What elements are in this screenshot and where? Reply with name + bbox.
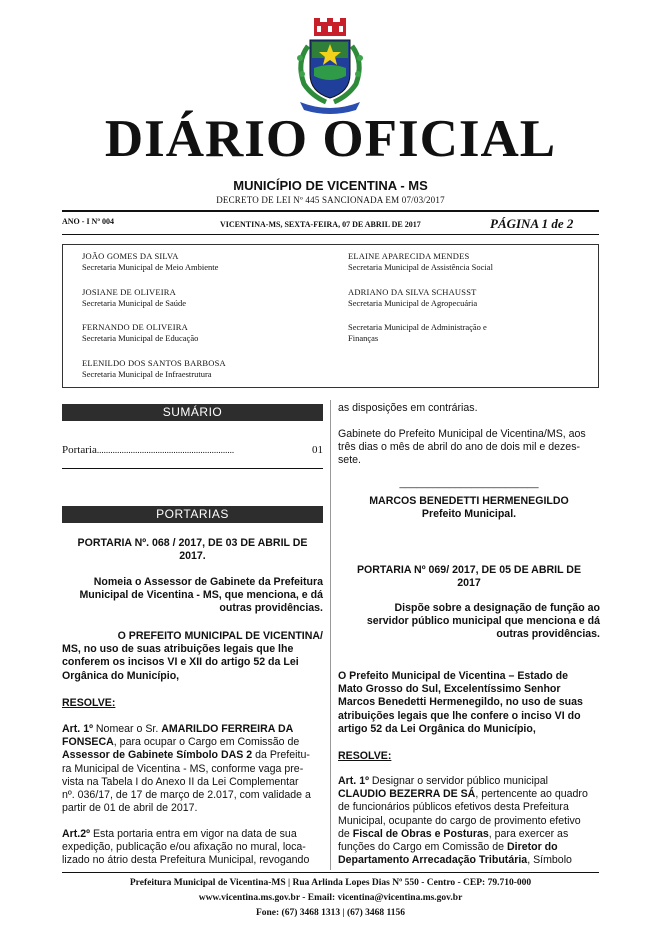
portaria-068 [62,537,323,563]
official-entry: JOSIANE DE OLIVEIRA Secretaria Municipal de Saúde [82,287,187,308]
portaria-068-ementa: Nomeia o Assessor de Gabinete da Prefeitura Municipal de Vicentina - MS, que menciona, e dá outras providências. [79,576,323,615]
signature-line: _________________________ [399,478,539,489]
top-rule [62,210,599,212]
info-rule [62,234,599,235]
founding-decree: DECRETO DE LEI Nº 445 SANCIONADA EM 07/03/2017 [216,195,445,205]
portaria-069-preamble: O Prefeito Municipal de Vicentina – Estado de Mato Grosso do Sul, Excelentíssimo Senhor Marcos Benedetti Hermenegildo, no uso de suas atribuições legais que lhe confere o inciso VI do artigo 52 da Lei Orgânica do Município, [338,670,583,735]
issue-date: VICENTINA-MS, SEXTA-FEIRA, 07 DE ABRIL DE 2017 [220,220,421,229]
summary-item[interactable] [62,444,323,456]
footer-address: Prefeitura Municipal de Vicentina-MS | Rua Arlinda Lopes Dias Nº 550 - Centro - CEP: 79.710-000 [129,878,532,888]
portaria-069-resolve: RESOLVE: [338,750,392,762]
summary-item-page: 01 [312,444,323,456]
portaria-068-art2-continuation: as disposições em contrárias. [338,402,478,414]
footer-rule [62,872,599,873]
portaria-068-art1: Art. 1º Nomear o Sr. AMARILDO FERREIRA DA FONSECA, para ocupar o Cargo em Comissão de Assessor de Gabinete Símbolo DAS 2 da Prefeitu- ra Municipal de Vicentina - MS, conforme vaga pre- vista na Tabela I do Anexo II da Lei Complementar nº. 036/17, de 17 de março de 2.017, com validade a partir de 01 de abril de 2017. [62,723,311,815]
municipality-name: MUNICÍPIO DE VICENTINA - MS [233,178,428,193]
newspaper-title: DIÁRIO OFICIAL [104,110,557,168]
signer-name: MARCOS BENEDETTI HERMENEGILDO [369,495,569,507]
portaria-069-ementa: Dispõe sobre a designação de função ao servidor público municipal que menciona e dá outras providências. [366,602,600,641]
portaria-068-gabinete: Gabinete do Prefeito Municipal de Vicentina/MS, aos três dias o mês de abril do ano de dois mil e dezes- sete. [338,428,586,467]
official-entry: Secretaria Municipal de Administração e Finanças [348,322,487,343]
portaria-068-art2: Art.2º Esta portaria entra em vigor na data de sua expedição, publicação e/ou afixação no mural, loca- lizado no átrio desta Prefeitura Municipal, revogando [62,828,310,867]
column-divider [330,400,331,870]
portaria-068-title-line: PORTARIA Nº. 068 / 2017, DE 03 DE ABRIL DE [77,537,308,549]
portaria-069-title-line: PORTARIA Nº 069/ 2017, DE 05 DE ABRIL DE [356,564,582,576]
summary-rule [62,468,323,469]
portaria-068-resolve: RESOLVE: [62,697,116,709]
issue-number: ANO - I Nº 004 [62,217,114,226]
official-entry: JOÃO GOMES DA SILVA Secretaria Municipal de Meio Ambiente [82,251,219,272]
summary-item-dots: ............................................................. [96,445,235,455]
portarias-heading: PORTARIAS [62,506,323,523]
portaria-069-art1: Art. 1º Designar o servidor público municipal CLAUDIO BEZERRA DE SÁ, pertencente ao quadro de funcionários públicos efetivos desta Prefeitura Municipal, ocupante do cargo de provimento efetivo de Fiscal de Obras e Posturas, para exercer as funções do Cargo em Comissão de Diretor do Departamento Arrecadação Tributária, Símbolo [338,775,588,867]
summary-item-label: Portaria [62,444,97,456]
portaria-069-title-line: 2017 [457,577,481,590]
official-entry: ELENILDO DOS SANTOS BARBOSA Secretaria Municipal de Infraestrutura [82,358,226,379]
portaria-069 [338,564,600,590]
official-entry: ADRIANO DA SILVA SCHAUSST Secretaria Municipal de Agropecuária [348,287,478,308]
portaria-068-title-line: 2017. [179,550,206,563]
portaria-068-signature [338,495,600,521]
summary-heading: SUMÁRIO [62,404,323,421]
signer-title: Prefeito Municipal. [421,508,517,521]
footer-web-email: www.vicentina.ms.gov.br - Email: vicentina@vicentina.ms.gov.br [198,893,463,903]
official-entry: ELAINE APARECIDA MENDES Secretaria Municipal de Assistência Social [348,251,493,272]
footer-phones: Fone: (67) 3468 1313 | (67) 3468 1156 [255,908,406,918]
official-entry: FERNANDO DE OLIVEIRA Secretaria Municipal de Educação [82,322,199,343]
page-indicator: PÁGINA 1 de 2 [490,216,574,231]
portaria-068-preamble: O PREFEITO MUNICIPAL DE VICENTINA/ MS, no uso de suas atribuições legais que lhe conferem os incisos VI e XII do artigo 52 da Lei Orgânica do Município, [62,630,323,682]
municipal-coat-of-arms [290,18,370,116]
